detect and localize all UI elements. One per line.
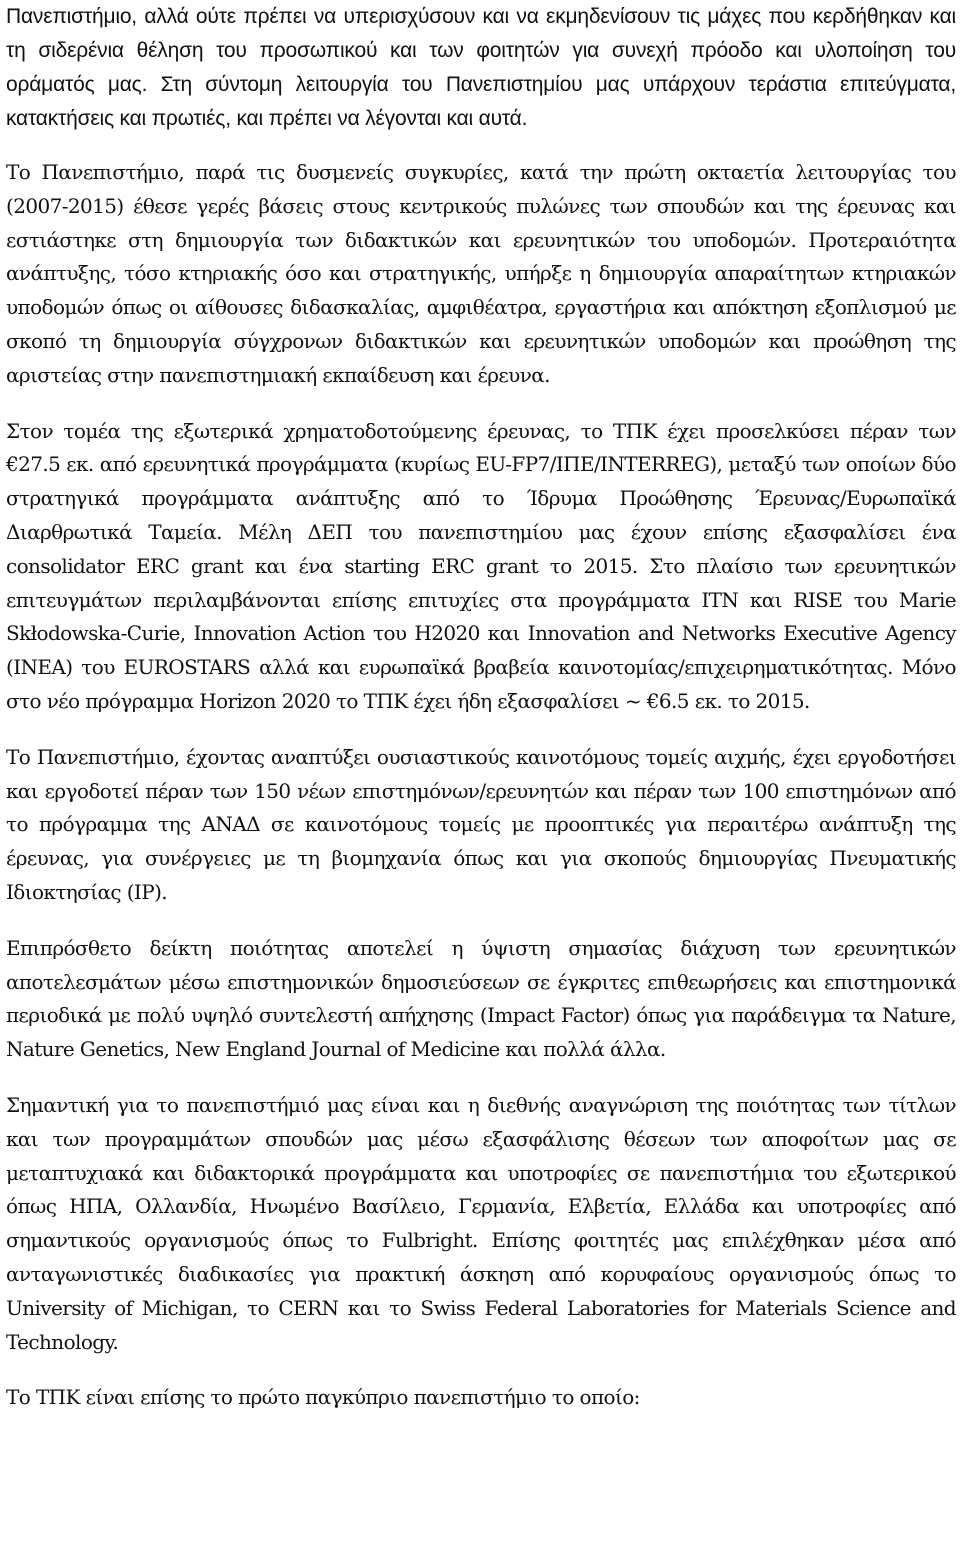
paragraph-opening: Πανεπιστήμιο, αλλά ούτε πρέπει να υπερισχύσουν και να εκμηδενίσουν τις μάχες που κερδήθηκαν και τη σιδερένια θέληση του προσωπικού και των φοιτητών για συνεχή πρόοδο και υλοποίηση του οράματός μας. Στη σύντομη λειτουργία του Πανεπιστημίου μας υπάρχουν τεράστια επιτεύγματα, κατακτήσεις και πρωτιές, και πρέπει να λέγονται και αυτά. [6,5,956,130]
document-page [6,0,956,1415]
paragraph-research-funding: Στον τομέα της εξωτερικά χρηματοδοτούμενης έρευνας, το ΤΠΚ έχει προσελκύσει πέραν των €27.5 εκ. από ερευνητικά προγράμματα (κυρίως EU-FP7/ΙΠΕ/INTERREG), μεταξύ των οποίων δύο στρατηγικά προγράμματα ανάπτυξης από το Ίδρυμα Προώθησης Έρευνας/Ευρωπαϊκά Διαρθρωτικά Ταμεία. Μέλη ΔΕΠ του πανεπιστημίου μας έχουν επίσης εξασφαλίσει ένα consolidator ERC grant και ένα starting ERC grant το 2015. Στο πλαίσιο των ερευνητικών επιτευγμάτων περιλαμβάνονται επίσης επιτυχίες στα προγράμματα ITN και RISE του Marie Skłodowska-Curie, Innovation Action του H2020 και Innovation and Networks Executive Agency (INEA) του EUROSTARS αλλά και ευρωπαϊκά βραβεία καινοτομίας/επιχειρηματικότητας. Μόνο στο νέο πρόγραμμα Horizon 2020 το ΤΠΚ έχει ήδη εξασφαλίσει ~ €6.5 εκ. το 2015. [6,418,956,713]
paragraph-infrastructure: Το Πανεπιστήμιο, παρά τις δυσμενείς συγκυρίες, κατά την πρώτη οκταετία λειτουργίας του (2007-2015) έθεσε γερές βάσεις στους κεντρικούς πυλώνες των σπουδών και της έρευνας και εστιάστηκε στη δημιουργία των διδακτικών και ερευνητικών του υποδομών. Προτεραιότητα ανάπτυξης, τόσο κτηριακής όσο και στρατηγικής, υπήρξε η δημιουργία απαραίτητων κτηριακών υποδομών όπως οι αίθουσες διδασκαλίας, αμφιθέατρα, εργαστήρια και απόκτηση εξοπλισμού με σκοπό τη δημιουργία σύγχρονων διδακτικών και ερευνητικών υποδομών και προώθηση της αριστείας στην πανεπιστημιακή εκπαίδευση και έρευνα. [6,160,956,387]
paragraph-recognition: Σημαντική για το πανεπιστήμιό μας είναι και η διεθνής αναγνώριση της ποιότητας των τίτλων και των προγραμμάτων σπουδών μας μέσω εξασφάλισης θέσεων των αποφοίτων μας σε μεταπτυχιακά και διδακτορικά προγράμματα και υποτροφίες σε πανεπιστήμια του εξωτερικού όπως ΗΠΑ, Ολλανδία, Ηνωμένο Βασίλειο, Γερμανία, Ελβετία, Ελλάδα και υποτροφίες από σημαντικούς οργανισμούς όπως το Fulbright. Επίσης φοιτητές μας επιλέχθηκαν μέσα από ανταγωνιστικές διαδικασίες για πρακτική άσκηση από κορυφαίους οργανισμούς όπως το University of Michigan, το CERN και το Swiss Federal Laboratories for Materials Science and Technology. [6,1092,956,1354]
paragraph-publications: Επιπρόσθετο δείκτη ποιότητας αποτελεί η ύψιστη σημασίας διάχυση των ερευνητικών αποτελεσμάτων μέσω επιστημονικών δημοσιεύσεων σε έγκριτες επιθεωρήσεις και επιστημονικά περιοδικά με πολύ υψηλό συντελεστή απήχησης (Impact Factor) όπως για παράδειγμα τα Nature, Nature Genetics, New England Journal of Medicine και πολλά άλλα. [6,935,956,1062]
paragraph-gap [6,136,956,156]
paragraph-closing: Το ΤΠΚ είναι επίσης το πρώτο παγκύπριο πανεπιστήμιο το οποίο: [6,1385,640,1410]
paragraph-employment: Το Πανεπιστήμιο, έχοντας αναπτύξει ουσιαστικούς καινοτόμους τομείς αιχμής, έχει εργοδοτήσει και εργοδοτεί πέραν των 150 νέων επιστημόνων/ερευνητών και πέραν των 100 επιστημόνων από το πρόγραμμα της ΑΝΑΔ σε καινοτόμους τομείς με προοπτικές για περαιτέρω ανάπτυξη της έρευνας, για συνέργειες με τη βιομηχανία όπως και για σκοπούς δημιουργίας Πνευματικής Ιδιοκτησίας (IP). [6,744,956,904]
paragraph-gap [6,719,956,741]
paragraph-gap [6,393,956,415]
paragraph-gap [6,1359,956,1381]
paragraph-gap [6,1067,956,1089]
paragraph-gap [6,910,956,932]
